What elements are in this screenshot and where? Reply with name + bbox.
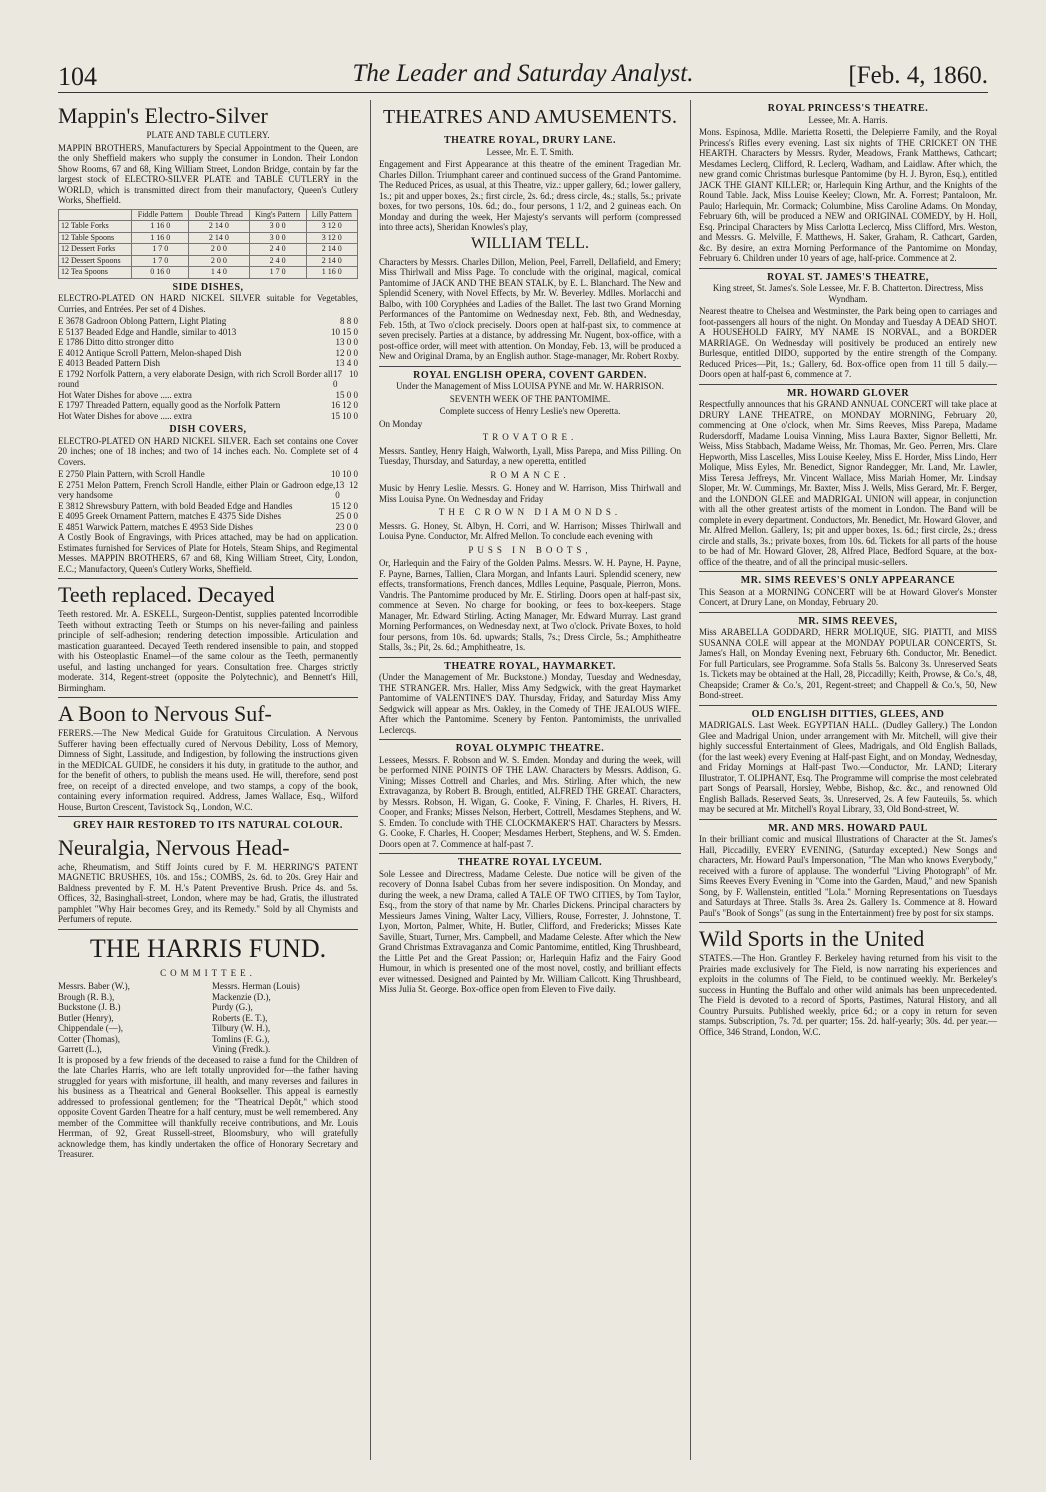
table-header [59,209,132,221]
drury-body-2: Characters by Messrs. Charles Dillon, Melion, Peel, Farrell, Dellafield, and Emery; Miss Thirlwall and Miss Page. To conclude with the original, magical, comical Pantomime of JACK AND THE BEAN STALK, by E. L. Blanchard. The New and Splendid Scenery, with Novel Effects, by Mr. W. Beverley. Mdlles. Morlacchi and Balbo, with 100 Coryphées and Ladies of the Ballet. The last two Grand Morning Performances of the Pantomime on Wednesday next, Feb. 8th, and Wednesday, Feb. 15th, at Two o'clock precisely. Doors open at half-past six, to commence at seven precisely. Parties at a distance, by addressing Mr. Nugent, box-office, with a post-office order, will meet with attention. On Monday, Feb. 13, will be produced a New and Original Drama, by an English author. Stage-manager, Mr. Robert Roxby. [379,256,681,361]
wild-sports-body: STATES.—The Hon. Grantley F. Berkeley having returned from his visit to the Prairies made exclusively for The Field, is now narrating his experiences and exploits in the columns of The Field, to be continued weekly. Mr. Berkeley's success in Hunting the Buffalo and other wild animals has been unprecedented. The Field is devoted to a record of Sports, Pastimes, Natural History, and all Country Pursuits. Published weekly, price 6d.; or a copy in return for seven stamps. Subscription, 7s. 7d. per quarter; 15s. 2d. half-yearly; 30s. 4d. per year.—Office, 346 Strand, London, W.C. [699,953,997,1037]
table-header: King's Pattern [249,209,306,221]
table-cell: 1 4 0 [189,267,249,279]
opera-monday: On Monday [379,418,423,429]
paul-body: In their brilliant comic and musical Illustrations of Character at the St. James's Hall, Piccadilly, EVERY EVENING, (Saturday excepted.) New Songs and characters, Mr. Howard Paul's Impersonation, "The Man who knows Everybody," received with a furore of applause. The wonderful "Living Photograph" of Mr. Sims Reeves Every Evening in "Come into the Garden, Maud," and new Spanish Song, by F. Wallenstein, entitled "Lola." Morning Representations on Tuesdays and Saturdays at Three. Stalls 3s. Area 2s. Gallery 1s. Commence at 8. Howard Paul's "Book of Songs" (as sung in the Entertainment) free by post for six stamps. [699,834,997,918]
princess-body: Mons. Espinosa, Mdlle. Marietta Rosetti, the Delepierre Family, and the Royal Princess's Rifles every evening. Last six nights of THE CRICKET ON THE HEARTH. Characters by Messrs. Ryder, Meadows, Frank Matthews, Cathcart; Mesdames Leclerq, Clifford, R. Leclerq, Wadham, and Laidlaw. After which, the new grand comic Christmas burlesque Pantomime (by H. J. Byron, Esq.), entitled JACK THE GIANT KILLER; or, Harlequin King Arthur, and the Knights of the Round Table. Jack, Miss Louise Keeley; Clown, Mr. A. Forrest; Pantaloon, Mr. Paulo; Harlequin, Mr. Cormack; Columbine, Miss Caroline Adams. On Monday, February 6th, will be produced a NEW and ORIGINAL COMEDY, by H. Holl, Esq. Principal Characters by Miss Carlotta Leclercq, Miss Clifford, Mrs. Weston, and Messrs. G. Melville, F. Matthews, H. Saker, Graham, R. Cathcart, Garden, &c. By desire, an extra Morning Performance of the Pantomime on Monday, February 6. Children under 10 years of age, half-price. Commence at 2. [699,127,997,263]
teeth-body: Teeth restored. Mr. A. ESKELL, Surgeon-Dentist, supplies patented Incorrodible Teeth without extracting Teeth or Stumps on his never-failing and painless principle of self-adhesion; rendering detection impossible. Articulation and mastication guaranteed. Decayed Teeth rendered insensible to pain, and stopped with his Osteoplastic Enamel—of the same colour as the Teeth, permanently useful, and lasting unchanged for years. Consultation free. Charges strictly moderate. 314, Regent-street (opposite the Polytechnic), and Bennett's Hill, Birmingham. [58,609,358,693]
grey-hair-title: GREY HAIR RESTORED TO ITS NATURAL COLOUR. [73,820,343,831]
table-cell: 2 4 0 [249,255,306,267]
mappin-body: MAPPIN BROTHERS, Manufacturers by Special Appointment to the Queen, are the only Sheffield makers who supply the consumer in London. Their London Show Rooms, 67 and 68, King William Street, London Bridge, contain by far the largest stock of ELECTRO-SILVER PLATE and TABLE CUTLERY in the WORLD, which is transmitted direct from their manufactory, Queen's Cutlery Works, Sheffield. [58,142,358,205]
sims-body: Miss ARABELLA GODDARD, HERR MOLIQUE, SIG. PIATTI, and MISS SUSANNA COLE will appear at the MONDAY POPULAR CONCERTS, St. James's Hall, on Monday Evening next, February 6th. Conductor, Mr. Benedict. For full Particulars, see Programme. Sofa Stalls 5s. Balcony 3s. Unreserved Seats 1s. Tickets may be obtained at the Hall, 28, Piccadilly; Keith, Prowse, & Co.'s, 48, Cheapside; Cramer & Co.'s, 201, Regent-street; and Chappell & Co.'s, 50, New Bond-street. [699,627,997,700]
committee-name: Vining (Fredk.). [212,1044,271,1054]
romance: ROMANCE. [490,469,570,480]
committee-names [58,981,358,1055]
item-price: 15 12 0 [331,500,358,511]
table-header-row [59,209,358,221]
column-middle [370,100,681,1460]
divider [379,657,681,658]
item-price: 15 0 0 [335,389,358,400]
side-dishes-sub: ELECTRO-PLATED ON HARD NICKEL SILVER suitable for Vegetables, Curries, and Entrées. Per set of 4 Dishes. [58,293,358,314]
opera-week: SEVENTH WEEK OF THE PANTOMIME. [449,393,611,404]
table-cell: 2 14 0 [189,232,249,244]
table-cell: 2 0 0 [189,255,249,267]
glover-title: MR. HOWARD GLOVER [786,387,910,399]
william-tell: WILLIAM TELL. [471,234,589,252]
divider [699,705,997,706]
table-cell: 3 0 0 [249,221,306,233]
mappin-subtitle: PLATE AND TABLE CUTLERY. [146,130,270,140]
committee-name: Messrs. Baber (W.), [58,981,130,991]
divider [699,571,997,572]
committee-name: Butler (Henry), [58,1012,114,1023]
item-desc: E 4851 Warwick Pattern, matches E 4953 Side Dishes [58,521,253,532]
table-cell: 1 7 0 [249,267,306,279]
divider [58,578,358,579]
paul-title: MR. AND MRS. HOWARD PAUL [768,822,928,834]
item-price: 13 0 0 [335,337,358,347]
olympic-body: Lessees, Messrs. F. Robson and W. S. Emden. Monday and during the week, will be performed NINE POINTS OF THE LAW. Characters by Messrs. Addison, G. Vining; Misses Cottrell and Charles, and Mrs. Stirling. After which, the new Extravaganza, by Robert B. Brough, entitled, ALFRED THE GREAT. Characters, by Messrs. Robson, H. Wigan, G. Cooke, F. Vining, F. Charles, H. Rivers, H. Cooper, and Franks; Misses Nelson, Herbert, Cottrell, Mesdames Stephens, and W. S. Emden. To conclude with THE CLOCKMAKER'S HAT. Characters by Messrs. G. Cooke, F. Charles, H. Cooper; Mesdames Herbert, Stephens, and W. S. Emden. Doors open at 7. Commence at half-past 7. [379,754,681,849]
committee-label: COMMITTEE. [160,967,256,978]
glover-body: Respectfully announces that his GRAND ANNUAL CONCERT will take place at DRURY LANE THEATRE, on MONDAY MORNING, February 20, commencing at One o'clock, when Mr. Sims Reeves, Miss Parepa, Madame Rudersdorff, Madame Louisa Vinning, Miss Laura Baxter, Signor Belletti, Mr. Weiss, Miss Stabbach, Madame Weiss, Mr. Thomas, Mr. Geo. Perren, Mrs. Clare Hepworth, Miss Lascelles, Miss Louise Keeley, Miss E. Horder, Miss Lindo, Herr Molique, Miss Eyles, Mr. Benedict, Signor Randegger, Mr. Land, Mr. Lawler, Miss Teresa Jeffreys, Mr. Vincent Wallace, Miss Mariah Homer, Mr. Lindsay Sloper, Mr. W. Cummings, Mr. Baxter, Miss J. Wells, Miss Gerard, Mr. F. Berger, and the LONDON GLEE and MADRIGAL UNION will appear, in conjunction with all the other greatest artists of the moment in London. The Band will be complete in every department. Conductors, Mr. Benedict, Mr. Howard Glover, and Mr. Alfred Mellon. Gallery, 1s; pit and upper boxes, 1s. 6d.; first circle, 2s.; dress circle and stalls, 3s.; private boxes, from 10s. 6d. Tickets for all parts of the house to be had of Mr. Howard Glover, 28, Alfred Place, Bedford Square, at the box-office of the theatre, and of all the principal music-sellers. [699,399,997,567]
divider [699,612,997,613]
divider [699,384,997,385]
item-desc: E 4012 Antique Scroll Pattern, Melon-shaped Dish [58,347,242,358]
dish-covers-body: ELECTRO-PLATED ON HARD NICKEL SILVER. Each set contains one Cover 20 inches; one of 18 inches; and two of 14 inches each. No. Complete set of 4 Covers. [58,435,358,467]
item-desc: E 5137 Beaded Edge and Handle, similar to 4013 [58,326,237,337]
table-cell: 2 14 0 [306,255,357,267]
opera-body-2: Music by Henry Leslie. Messrs. G. Honey and W. Harrison, Miss Thirlwall and Miss Louisa Pyne. On Wednesday and Friday [379,483,681,504]
item-price: 13 4 0 [335,358,358,368]
list-item [58,316,358,327]
column-left [58,100,358,1460]
page-number: 104 [58,62,97,91]
committee-name: Brough (R. B.), [58,991,115,1002]
teeth-title: Teeth replaced. Decayed [58,582,275,607]
sims-only-body: This Season at a MORNING CONCERT will be at Howard Glover's Monster Concert, at Drury Lane, on Monday, February 20. [699,586,997,607]
princess-lessee: Lessee, Mr. A. Harris. [808,114,888,125]
committee-right [212,981,358,1055]
item-desc: Hot Water Dishes for above ..... extra [58,389,192,400]
opera-body-3: Messrs. G. Honey, St. Albyn, H. Corri, and W. Harrison; Misses Thirlwall and Louisa Pyne. Conductor, Mr. Alfred Mellon. To conclude each evening with [379,520,681,541]
list-item [58,469,358,480]
item-desc: E 4095 Greek Ornament Pattern, matches E 4375 Side Dishes [58,511,281,521]
lyceum-body: Sole Lessee and Directress, Madame Celeste. Due notice will be given of the recovery of Donna Isabel Cubas from her severe indisposition. On Monday, and during the week, a new Drama, called A TALE OF TWO CITIES, by Tom Taylor, Esq., from the story of that name by Mr. Charles Dickens. Principal characters by Messieurs James Vining, Walter Lacy, Villiers, Rouse, Forrester, J. Johnstone, T. Lyon, Morton, Palmer, White, H. Butler, Clifford, and Fredericks; Misses Kate Saville, Stuart, Turner, Mrs. Campbell, and Madame Celeste. After which the New Grand Christmas Extravaganza and Comic Pantomime, entitled, King Thrushbeard, the Little Pet and the Great Passion; or, Harlequin Hafiz and the Fairy Good Humour, in which is presented one of the most novel, costly, and brilliant effects ever witnessed. Designed and Painted by Mr. William Callcott. King Thrushbeard, Miss Julia St. George. Box-office open from Eleven to Five daily. [379,868,681,994]
item-desc: Hot Water Dishes for above ..... extra [58,410,192,421]
ditties-title: OLD ENGLISH DITTIES, GLEES, AND [751,708,945,720]
table-header: Lilly Pattern [306,209,357,221]
committee-name: Messrs. Herman (Louis) [212,981,300,991]
item-desc: E 2750 Plain Pattern, with Scroll Handle [58,469,205,479]
boon-title: A Boon to Nervous Suf- [58,701,272,726]
divider [699,922,997,923]
table-cell: 3 0 0 [249,232,306,244]
opera-title: ROYAL ENGLISH OPERA, COVENT GARDEN. [413,369,647,381]
drury-body: Engagement and First Appearance at this theatre of the eminent Tragedian Mr. Charles Dillon. Triumphant career and continued success of the Grand Pantomime. The Reduced Prices, as usual, at this Theatre, viz.: upper gallery, 6d.; lower gallery, 1s.; pit and upper boxes, 2s.; first circle, 2s. 6d.; dress circle, 4s.; stalls, 5s.; private boxes, for two persons, 10s. 6d.; do., four persons, 1 1/2, and 2 guineas each. On Monday and during the week, Her Majesty's servants will perform (compressed into three acts), Sheridan Knowles's play, [379,159,681,232]
table-cell: 2 4 0 [249,244,306,256]
running-title: The Leader and Saturday Analyst. [352,60,694,87]
divider [58,929,358,930]
table-row [59,244,358,256]
list-item [58,400,358,411]
olympic-title: ROYAL OLYMPIC THEATRE. [455,743,605,754]
table-cell: 2 14 0 [189,221,249,233]
item-desc: E 1786 Ditto ditto stronger ditto [58,337,174,347]
item-price: 15 10 0 [331,410,358,421]
divider [379,853,681,854]
item-price: 16 12 0 [331,400,358,410]
committee-left [58,981,204,1055]
table-cell: 12 Table Spoons [59,232,132,244]
table-cell: 3 12 0 [306,232,357,244]
neuralgia-title: Neuralgia, Nervous Head- [58,834,290,860]
committee-name: Tomlins (F. G.), [212,1033,270,1044]
table-cell: 12 Table Forks [59,221,132,233]
item-price: 13 12 0 [335,479,358,500]
neuralgia-body: ache, Rheumatism, and Stiff Joints cured by F. M. HERRING'S PATENT MAGNETIC BRUSHES, 10s. and 15s.; COMBS, 2s. 6d. to 20s. Grey Hair and Baldness prevented by F. M. H.'s Patent Preventive Brush. Price 4s. and 5s. Offices, 32, Basinghall-street, London, where may be had, Gratis, the illustrated pamphlet "Why Hair becomes Grey, and its Remedy." Sold by all Chymists and Perfumers of repute. [58,861,358,924]
list-item [58,348,358,359]
item-price: 8 8 0 [340,316,358,326]
cutlery-price-table [58,209,358,279]
boon-body: FERERS.—The New Medical Guide for Gratuitous Circulation. A Nervous Sufferer having been effectually cured of Nervous Debility, Loss of Memory, Dimness of Sight, Lassitude, and Indigestion, by following the instructions given in the MEDICAL GUIDE, he considers it his duty, in gratitude to the author, and for the benefit of others, to publish the means used. He will, therefore, send post free, on receipt of a directed envelope, and two stamps, a copy of the book, containing every information required. Address, James Wallace, Esq., Wilford House, Burton Crescent, Tavistock Sq., London, W.C. [58,728,358,812]
item-price: 25 0 0 [335,511,358,521]
committee-name: Mackenzie (D.), [212,991,271,1002]
table-cell: 2 14 0 [306,244,357,256]
committee-name: Tilbury (W. H.), [212,1023,271,1033]
princess-title: ROYAL PRINCESS'S THEATRE. [767,103,929,114]
item-price: 10 10 0 [331,469,358,479]
sims-only-title: MR. SIMS REEVES'S ONLY APPEARANCE [740,575,956,586]
table-cell: 3 12 0 [306,221,357,233]
table-cell: 0 16 0 [132,267,189,279]
table-cell: 12 Dessert Spoons [59,255,132,267]
side-dishes-title: SIDE DISHES, [172,281,244,293]
divider [379,739,681,740]
drury-lessee: Lessee, Mr. E. T. Smith. [486,146,574,157]
item-desc: E 3678 Gadroon Oblong Pattern, Light Plating [58,316,227,326]
table-cell: 12 Tea Spoons [59,267,132,279]
item-desc: E 4013 Beaded Pattern Dish [58,358,160,368]
committee-name: Purdy (G.), [212,1002,253,1012]
table-cell: 1 16 0 [306,267,357,279]
divider [58,816,358,817]
item-desc: E 1797 Threaded Pattern, equally good as the Norfolk Pattern [58,400,281,410]
list-item [58,480,358,501]
committee-name: Garrett (L.), [58,1044,102,1054]
opera-success: Complete success of Henry Leslie's new Operetta. [439,406,621,416]
crown-diamonds: THE CROWN DIAMONDS. [438,507,622,517]
harris-body: It is proposed by a few friends of the deceased to raise a fund for the Children of the late Charles Harris, who are left totally unprovided for—the father having struggled for years with misfortune, ill health, and many reverses and failures in his business as a Theatrical and General Bookseller. This appeal is earnestly addressed to professional gentlemen; for the "Theatrical Depôt," which stood opposite Covent Garden Theatre for a half century, must be well remembered. Any member of the Committee will thankfully receive contributions, and Mr. Louis Herrman, of 92, Great Russell-street, Bloomsbury, who will gratefully acknowledge them, has kindly undertaken the office of Honorary Secretary and Treasurer. [58,1054,358,1159]
committee-name: Roberts (E. T.), [212,1012,268,1023]
list-item [58,327,358,338]
table-cell: 12 Dessert Forks [59,244,132,256]
table-cell: 1 7 0 [132,244,189,256]
list-item [58,369,358,390]
item-price: 12 0 0 [335,347,358,358]
haymarket-title: THEATRE ROYAL, HAYMARKET. [444,660,616,672]
item-price: 23 0 0 [335,521,358,532]
item-price: 10 15 0 [331,326,358,337]
table-row [59,221,358,233]
harris-fund-title: THE HARRIS FUND. [89,933,327,963]
list-item [58,358,358,369]
item-price: 17 10 0 [332,368,358,389]
committee-name: Cotter (Thomas), [58,1033,120,1044]
list-item [58,511,358,522]
haymarket-body: (Under the Management of Mr. Buckstone.) Monday, Tuesday and Wednesday, THE STRANGER. Mrs. Haller, Miss Amy Sedgwick, with the great Haymarket Pantomime of VALENTINE'S DAY. Thursday, Friday, and Saturday Miss Amy Sedgwick will appear as Mrs. Oakley, in the Comedy of THE JEALOUS WIFE. After which the Pantomime. Scenery by Fenton. Pantomimists, the unrivalled Leclercqs. [379,672,681,735]
divider [58,697,358,698]
opera-body: Messrs. Santley, Henry Haigh, Walworth, Lyall, Miss Parepa, and Miss Pilling. On Tuesday, Thursday, and Saturday, a new operetta, entitled [379,445,681,466]
committee-name: Chippendale (—), [58,1023,123,1033]
opera-body-4: Or, Harlequin and the Fairy of the Golden Palms. Messrs. W. H. Payne, H. Payne, F. Payne, Barnes, Tallien, Clara Morgan, and Infants Lauri. Splendid scenery, new effects, transformations, French dances, Mdlles Lequine, Pasquale, Pierron, Mons. Vandris. The Pantomime produced by Mr. E. Stirling. Doors open at half-past six, commence at Seven. No charge for booking, or fees to box-keepers. Stage Manager, Mr. Edward Stirling. Acting Manager, Mr. Edward Murray. Last grand Morning Performances, on Wednesday next, at Two o'clock. Private Boxes, to hold four persons, from 10s. 6d. upwards; Stalls, 7s.; Dress Circle, 5s.; Amphitheatre Stalls, 3s.; Pit, 2s. 6d.; Amphitheatre, 1s. [379,558,681,652]
mappin-title: Mappin's Electro-Silver [58,103,268,128]
trovatore: TROVATORE. [482,432,578,442]
dish-covers-title: DISH COVERS, [169,424,247,435]
table-cell: 1 7 0 [132,255,189,267]
list-item [58,411,358,422]
st-james-sub: King street, St. James's. Sole Lessee, Mr. F. B. Chatterton. Directress, Miss Wyndham. [712,283,984,304]
issue-date: [Feb. 4, 1860. [848,62,988,89]
sims-title: MR. SIMS REEVES, [798,615,898,627]
st-james-body: Nearest theatre to Chelsea and Westminster, the Park being open to carriages and foot-passengers all hours of the night. On Monday and Tuesday A DEAD SHOT. A HOUSEHOLD FAIRY, MY NAME IS NORVAL, and a BORDER MARRIAGE. On Wednesday will positively be produced an entirely new Burlesque, entitled DIDO, supported by the entire strength of the Company. Reduced Prices—Pit, 1s.; Gallery, 6d. Box-office open from 11 till 5 daily.—Doors open at half-past 6, commence at 7. [699,306,997,379]
drury-title: THEATRE ROYAL, DRURY LANE. [443,135,617,146]
st-james-title: ROYAL ST. JAMES'S THEATRE, [767,271,929,283]
table-row [59,232,358,244]
item-desc: E 3812 Shrewsbury Pattern, with bold Beaded Edge and Handles [58,500,293,511]
item-desc: E 1792 Norfolk Pattern, a very elaborate Design, with rich Scroll Border all round [58,368,333,389]
divider [699,819,997,820]
list-item [58,390,358,401]
table-cell: 2 0 0 [189,244,249,256]
table-header: Double Thread [189,209,249,221]
table-row [59,267,358,279]
section-title: THEATRES AND AMUSEMENTS. [383,106,677,128]
item-desc: E 2751 Melon Pattern, French Scroll Handle, either Plain or Gadroon edge, very handsome [58,479,336,500]
committee-name: Buckstone (J. B.) [58,1002,121,1012]
divider [379,366,681,367]
puss-in-boots: PUSS IN BOOTS, [468,544,592,555]
opera-management: Under the Management of Miss LOUISA PYNE and Mr. W. HARRISON. [396,381,664,391]
lyceum-title: THEATRE ROYAL LYCEUM. [457,857,603,868]
table-cell: 1 16 0 [132,221,189,233]
list-item [58,501,358,512]
list-item [58,337,358,348]
page-header [58,58,988,93]
ditties-body: MADRIGALS. Last Week. EGYPTIAN HALL. (Dudley Gallery.) The London Glee and Madrigal Union, under arrangement with Mr. Mitchell, will give their highly successful Entertainment of Glees, Madrigals, and Old English Ballads, (for the last week) every Evening at Half-past Eight, and on Monday, Wednesday, and Friday Mornings at Half-past Two.—Conductor, Mr. LAND; Literary Illustrator, T. OLIPHANT, Esq. The Programme will comprise the most celebrated part Songs of Pearsall, Horsley, Webbe, Bishop, &c. &c., and renowned Old English Ballads. Reserved Seats, 3s. Unreserved, 2s. A few Fauteuils, 5s. which may be secured at Mr. Mitchell's Royal Library, 33, Old Bond-street, W. [699,720,997,814]
divider [699,268,997,269]
table-row [59,255,358,267]
wild-sports-title: Wild Sports in the United [699,926,925,951]
table-header: Fiddle Pattern [132,209,189,221]
list-item [58,522,358,533]
table-cell: 1 16 0 [132,232,189,244]
column-right [690,100,997,1460]
mappin-footer: A Costly Book of Engravings, with Prices attached, may be had on application. Estimates furnished for Services of Plate for Hotels, Steam Ships, and Regimental Messes. MAPPIN BROTHERS, 67 and 68, King William Street, City, London, E.C.; Manufactory, Queen's Cutlery Works, Sheffield. [58,532,358,574]
